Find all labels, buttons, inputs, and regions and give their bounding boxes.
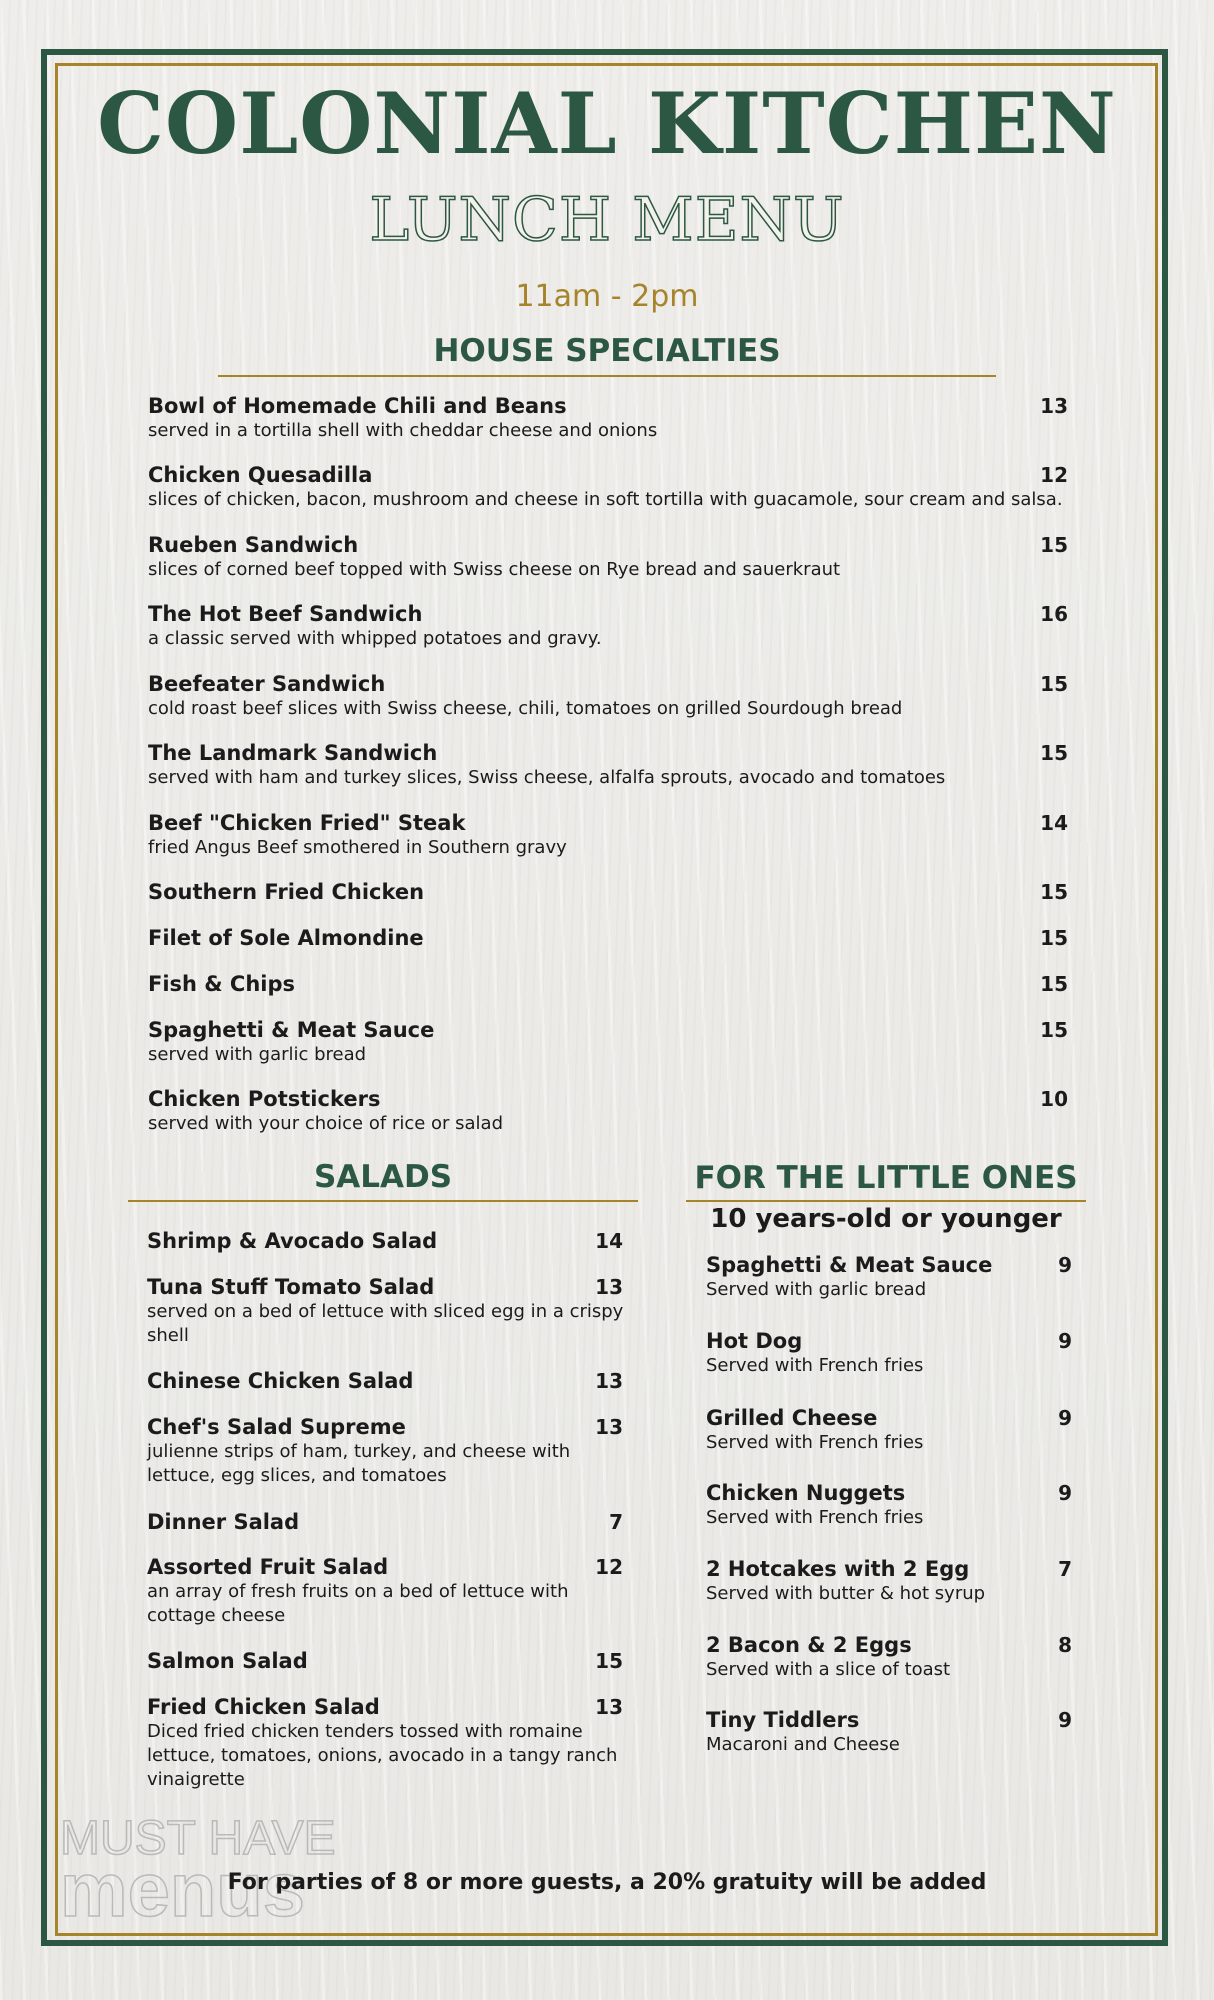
logo-line2: menus xyxy=(60,1848,305,1922)
menu-item xyxy=(148,671,1068,721)
item-price: 7 xyxy=(609,1510,623,1534)
item-name: Assorted Fruit Salad xyxy=(147,1555,389,1579)
menu-item xyxy=(148,971,1068,997)
item-name: Tiny Tiddlers xyxy=(706,1708,860,1732)
item-description: cold roast beef slices with Swiss cheese, chili, tomatoes on grilled Sourdough bread xyxy=(148,698,903,719)
item-price: 13 xyxy=(595,1415,623,1439)
item-name: Beefeater Sandwich xyxy=(148,672,386,696)
item-price: 12 xyxy=(595,1555,623,1579)
item-name: Rueben Sandwich xyxy=(148,533,359,557)
item-description: slices of chicken, bacon, mushroom and cheese in soft tortilla with guacamole, sour cream and salsa. xyxy=(148,489,1063,510)
item-description: served with garlic bread xyxy=(148,1044,367,1065)
menu-item xyxy=(706,1632,1072,1682)
item-price: 13 xyxy=(595,1275,623,1299)
item-name: Spaghetti & Meat Sauce xyxy=(148,1018,435,1042)
item-description: Served with garlic bread xyxy=(706,1279,927,1300)
item-description: Macaroni and Cheese xyxy=(706,1734,900,1755)
item-description: served on a bed of lettuce with sliced egg in a crispy shell xyxy=(147,1301,624,1346)
item-price: 8 xyxy=(1058,1633,1072,1657)
item-price: 15 xyxy=(1040,926,1068,950)
menu-item xyxy=(148,879,1068,905)
salads-heading: SALADS xyxy=(313,1159,453,1195)
item-price: 13 xyxy=(595,1695,623,1719)
item-price: 15 xyxy=(1040,533,1068,557)
item-name: Salmon Salad xyxy=(147,1649,308,1673)
item-name: Chicken Quesadilla xyxy=(148,463,373,487)
menu-item xyxy=(148,601,1068,651)
item-description: fried Angus Beef smothered in Southern gravy xyxy=(148,837,567,858)
item-description: Served with French fries xyxy=(706,1432,924,1453)
menu-item xyxy=(147,1554,627,1628)
item-description: served with ham and turkey slices, Swiss cheese, alfalfa sprouts, avocado and tomatoes xyxy=(148,767,946,788)
menu-item xyxy=(706,1707,1072,1757)
serving-hours: 11am - 2pm xyxy=(515,279,699,314)
menu-item xyxy=(706,1252,1072,1302)
item-name: Bowl of Homemade Chili and Beans xyxy=(148,394,567,418)
menu-item xyxy=(148,925,1068,951)
item-description: Served with French fries xyxy=(706,1355,924,1376)
logo-line1: MUST HAVE xyxy=(60,1812,336,1865)
specialties-divider xyxy=(218,375,996,377)
item-name: Hot Dog xyxy=(706,1329,803,1353)
menu-item xyxy=(706,1480,1072,1530)
item-description: an array of fresh fruits on a bed of lettuce with cottage cheese xyxy=(147,1581,569,1626)
item-name: Shrimp & Avocado Salad xyxy=(147,1229,438,1253)
item-description: served with your choice of rice or salad xyxy=(148,1113,504,1134)
house-specialties-heading: HOUSE SPECIALTIES xyxy=(433,333,781,369)
item-description: a classic served with whipped potatoes and gravy. xyxy=(148,628,602,649)
item-price: 9 xyxy=(1058,1708,1072,1732)
item-description: julienne strips of ham, turkey, and cheese with lettuce, egg slices, and tomatoes xyxy=(147,1441,571,1486)
item-name: Dinner Salad xyxy=(147,1510,300,1534)
item-name: 2 Bacon & 2 Eggs xyxy=(706,1633,912,1657)
gratuity-note: For parties of 8 or more guests, a 20% gratuity will be added xyxy=(227,1870,987,1895)
item-description: slices of corned beef topped with Swiss cheese on Rye bread and sauerkraut xyxy=(148,559,841,580)
must-have-menus-logo xyxy=(60,1812,380,1922)
menu-item xyxy=(147,1414,627,1488)
item-price: 13 xyxy=(1040,394,1068,418)
item-description: Served with French fries xyxy=(706,1507,924,1528)
item-name: Chicken Nuggets xyxy=(706,1481,906,1505)
item-price: 13 xyxy=(595,1369,623,1393)
item-price: 15 xyxy=(1040,672,1068,696)
item-price: 12 xyxy=(1040,463,1068,487)
menu-item xyxy=(147,1228,627,1254)
item-price: 15 xyxy=(1040,1018,1068,1042)
item-name: The Landmark Sandwich xyxy=(148,741,438,765)
kids-divider xyxy=(686,1200,1086,1202)
item-price: 9 xyxy=(1058,1481,1072,1505)
item-name: Grilled Cheese xyxy=(706,1406,878,1430)
menu-item xyxy=(147,1274,627,1348)
menu-item xyxy=(148,740,1068,790)
item-name: Chinese Chicken Salad xyxy=(147,1369,414,1393)
item-price: 10 xyxy=(1040,1087,1068,1111)
item-description: Served with a slice of toast xyxy=(706,1659,951,1680)
restaurant-title: COLONIAL KITCHEN xyxy=(97,74,1117,173)
item-name: Spaghetti & Meat Sauce xyxy=(706,1253,993,1277)
item-name: Chef's Salad Supreme xyxy=(147,1415,406,1439)
item-price: 15 xyxy=(1040,972,1068,996)
item-price: 7 xyxy=(1058,1557,1072,1581)
kids-age-note: 10 years-old or younger xyxy=(710,1204,1062,1234)
salads-divider xyxy=(128,1200,638,1202)
item-name: Tuna Stuff Tomato Salad xyxy=(147,1275,435,1299)
menu-item xyxy=(148,810,1068,860)
menu-item xyxy=(148,1017,1068,1067)
item-price: 15 xyxy=(1040,741,1068,765)
menu-item xyxy=(147,1648,627,1674)
item-name: Chicken Potstickers xyxy=(148,1087,381,1111)
item-price: 15 xyxy=(1040,880,1068,904)
item-name: Fish & Chips xyxy=(148,972,296,996)
menu-item xyxy=(147,1509,627,1535)
menu-item xyxy=(148,462,1068,512)
menu-item xyxy=(148,1086,1068,1136)
item-name: Beef "Chicken Fried" Steak xyxy=(148,811,466,835)
item-name: Fried Chicken Salad xyxy=(147,1695,380,1719)
menu-item xyxy=(148,393,1068,443)
item-price: 9 xyxy=(1058,1406,1072,1430)
menu-item xyxy=(706,1405,1072,1455)
item-name: 2 Hotcakes with 2 Egg xyxy=(706,1557,970,1581)
menu-subtitle: LUNCH MENU xyxy=(369,185,845,255)
item-price: 14 xyxy=(595,1229,623,1253)
item-description: Served with butter & hot syrup xyxy=(706,1583,986,1604)
item-name: Southern Fried Chicken xyxy=(148,880,425,904)
item-name: The Hot Beef Sandwich xyxy=(148,602,423,626)
item-description: served in a tortilla shell with cheddar cheese and onions xyxy=(148,420,658,441)
item-price: 9 xyxy=(1058,1329,1072,1353)
item-description: Diced fried chicken tenders tossed with romaine lettuce, tomatoes, onions, avocado in a tangy ranch vinaigrette xyxy=(147,1721,618,1790)
kids-heading: FOR THE LITTLE ONES xyxy=(694,1160,1078,1196)
menu-item xyxy=(147,1694,627,1792)
item-price: 15 xyxy=(595,1649,623,1673)
menu-item xyxy=(147,1368,627,1394)
menu-item xyxy=(706,1328,1072,1378)
menu-item xyxy=(148,532,1068,582)
item-price: 14 xyxy=(1040,811,1068,835)
menu-item xyxy=(706,1556,1072,1606)
item-price: 9 xyxy=(1058,1253,1072,1277)
item-price: 16 xyxy=(1040,602,1068,626)
item-name: Filet of Sole Almondine xyxy=(148,926,424,950)
